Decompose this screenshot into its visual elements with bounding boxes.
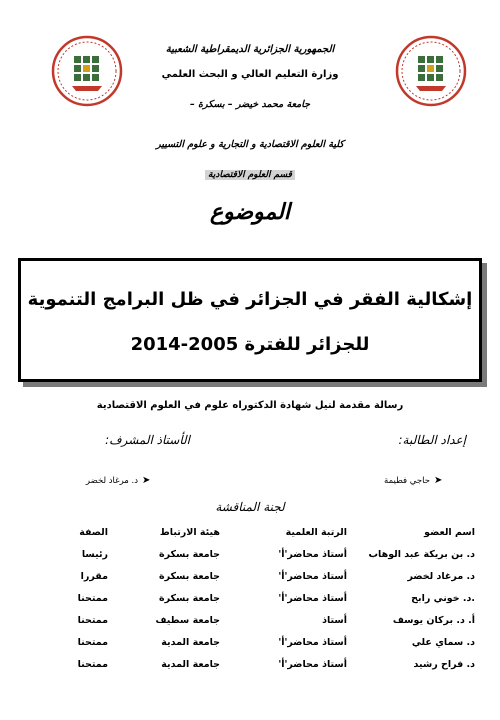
member-rank: أستاذ محاضر'أ'	[278, 637, 347, 648]
header-member-name: اسم العضو	[424, 527, 475, 538]
faculty-heading: كلية العلوم الاقتصادية و التجارية و علوم التسيير	[156, 139, 344, 150]
member-rank: أستاذ	[322, 615, 347, 626]
header-institution: هيئة الارتباط	[159, 527, 220, 538]
subject-label: الموضوع	[209, 200, 291, 225]
member-name: أ. د. بركان يوسف	[392, 615, 475, 626]
table-row	[0, 549, 500, 567]
member-rank: أستاذ محاضر'أ'	[278, 659, 347, 670]
member-name: د. فراح رشيد	[413, 659, 475, 670]
member-name: د. بن بريكة عبد الوهاب	[368, 549, 475, 560]
table-header-row	[0, 527, 500, 545]
member-rank: أستاذ محاضر'أ'	[278, 549, 347, 560]
thesis-note: رسالة مقدمة لنيل شهادة الدكتوراه علوم في العلوم الاقتصادية	[96, 400, 404, 411]
member-role: ممتحنا	[77, 593, 108, 604]
member-name: د. مرغاد لخضر	[407, 571, 475, 582]
department-heading	[0, 170, 500, 180]
university-heading: جامعة محمد خيضر – بسكرة –	[189, 99, 311, 110]
member-institution: جامعة بسكرة	[158, 593, 220, 604]
header-rank: الرتبة العلمية	[285, 527, 347, 538]
member-institution: جامعة بسكرة	[158, 549, 220, 560]
committee-label: لجنة المناقشة	[215, 500, 285, 514]
arrow-bullet-icon: ➤	[142, 475, 151, 486]
member-name: د. سماي علي	[411, 637, 475, 648]
member-role: ممتحنا	[77, 659, 108, 670]
member-institution: جامعة سطيف	[155, 615, 220, 626]
table-row	[0, 615, 500, 633]
header-role: الصفة	[79, 527, 108, 538]
member-institution: جامعة المدية	[161, 637, 220, 648]
title-frame	[18, 258, 482, 382]
member-institution: جامعة بسكرة	[158, 571, 220, 582]
ministry-heading: وزارة التعليم العالي و البحث العلمي	[161, 69, 339, 80]
member-name: .د. خوني رابح	[411, 593, 475, 604]
thesis-title-line1: إشكالية الفقر في الجزائر في ظل البرامج التنموية	[27, 289, 473, 310]
member-institution: جامعة المدية	[161, 659, 220, 670]
member-role: رئيسا	[81, 549, 108, 560]
supervisor-name: د. مرغاد لخضر	[85, 476, 138, 486]
member-role: ممتحنا	[77, 637, 108, 648]
arrow-bullet-icon: ➤	[434, 475, 443, 486]
member-rank: أستاذ محاضر'أ'	[278, 593, 347, 604]
table-row	[0, 571, 500, 589]
table-row	[0, 659, 500, 677]
department-label: قسم العلوم الاقتصادية	[205, 170, 295, 180]
thesis-title-line2: للجزائر للفترة 2005-2014	[130, 334, 370, 355]
republic-heading: الجمهورية الجزائرية الديمقراطية الشعبية	[165, 44, 335, 55]
supervisor-label: الأستاذ المشرف:	[105, 433, 190, 447]
member-rank: أستاذ محاضر'أ'	[278, 571, 347, 582]
member-role: مقررا	[80, 571, 108, 582]
table-row	[0, 593, 500, 611]
student-label: إعداد الطالبة:	[398, 433, 466, 447]
member-role: ممتحنا	[77, 615, 108, 626]
table-row	[0, 637, 500, 655]
student-name: حاجي فطيمة	[384, 476, 430, 486]
